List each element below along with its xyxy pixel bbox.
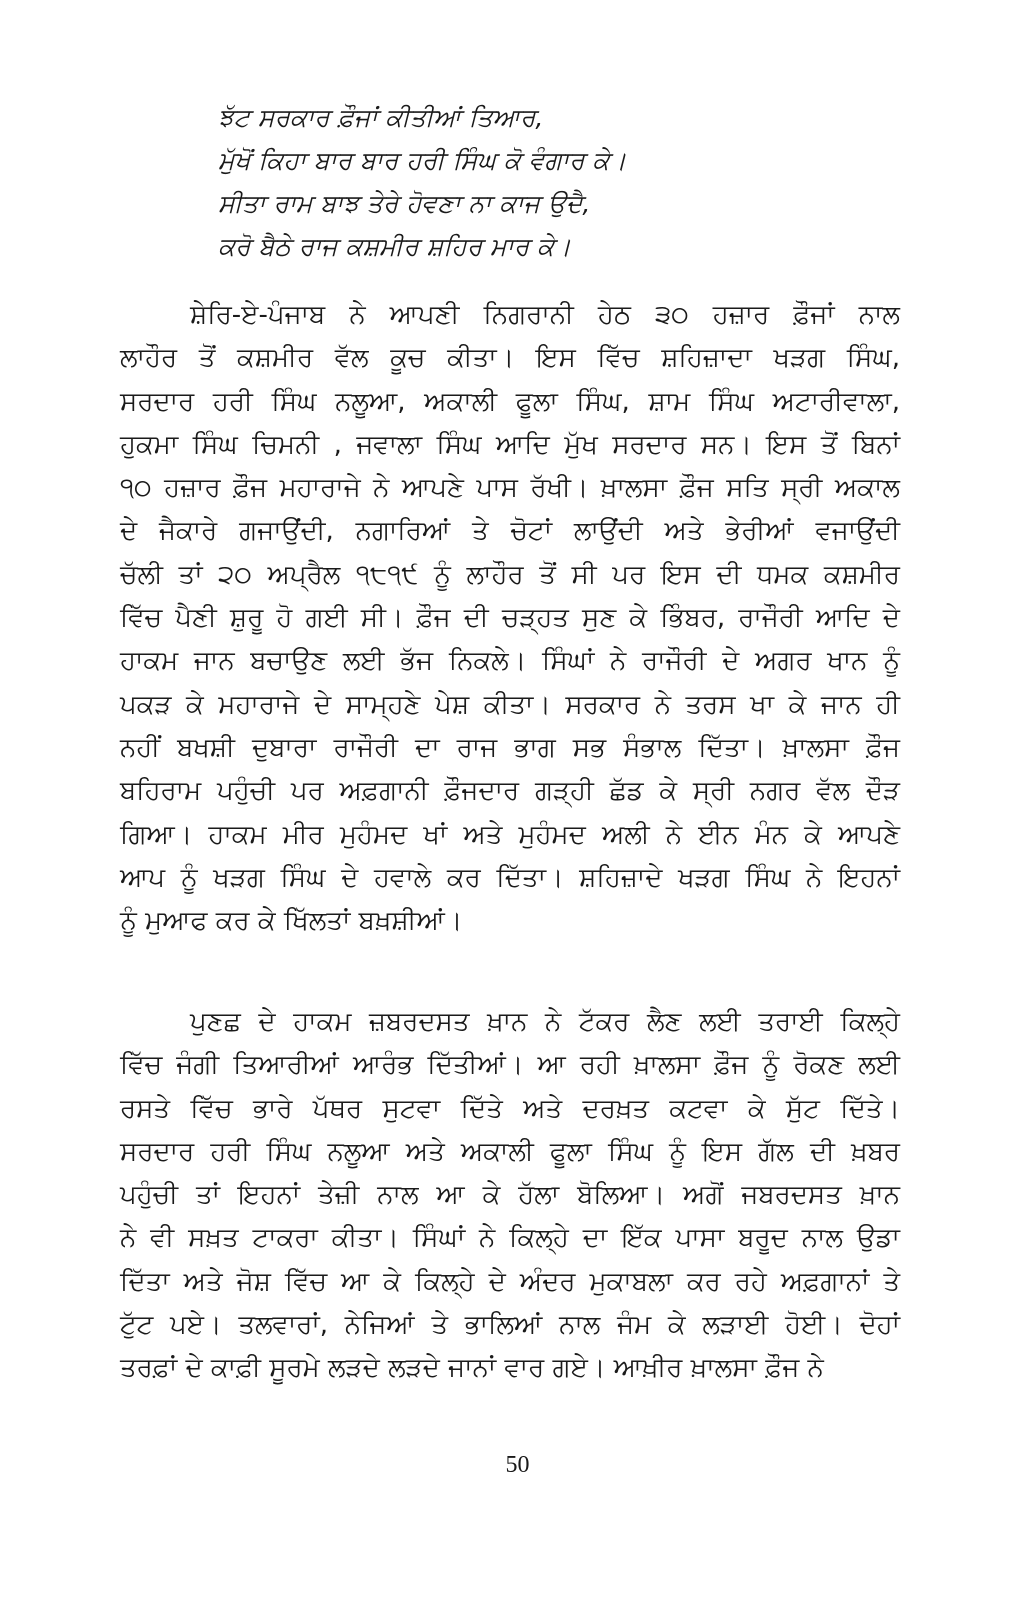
text-line: ਹਾਕਮ ਜਾਨ ਬਚਾਉਣ ਲਈ ਭੱਜ ਨਿਕਲੇ। ਸਿੰਘਾਂ ਨੇ ਰਾਜੌਰੀ ਦੇ ਅਗਰ ਖਾਨ ਨੂੰ xyxy=(120,646,900,677)
paragraph-1 xyxy=(120,294,900,943)
text-line: ਰਸਤੇ ਵਿੱਚ ਭਾਰੇ ਪੱਥਰ ਸੁਟਵਾ ਦਿੱਤੇ ਅਤੇ ਦਰਖ਼ਤ ਕਟਵਾ ਕੇ ਸੁੱਟ ਦਿੱਤੇ। xyxy=(120,1093,900,1124)
verse-line: ਕਰੋ ਬੈਠੇ ਰਾਜ ਕਸ਼ਮੀਰ ਸ਼ਹਿਰ ਮਾਰ ਕੇ। xyxy=(218,232,571,261)
text-line: ਪੁਣਛ ਦੇ ਹਾਕਮ ਜ਼ਬਰਦਸਤ ਖ਼ਾਨ ਨੇ ਟੱਕਰ ਲੈਣ ਲਈ ਤਰਾਈ ਕਿਲ੍ਹੇ xyxy=(190,1007,900,1037)
text-line: ਨੂੰ ਮੁਆਫ ਕਰ ਕੇ ਖਿੱਲਤਾਂ ਬਖ਼ਸ਼ੀਆਂ। xyxy=(120,906,463,937)
verse-line: ਮੁੱਖੋਂ ਕਿਹਾ ਬਾਰ ਬਾਰ ਹਰੀ ਸਿੰਘ ਕੋ ਵੰਗਾਰ ਕੇ। xyxy=(218,146,627,175)
text-line: ਟੁੱਟ ਪਏ। ਤਲਵਾਰਾਂ, ਨੇਜਿਆਂ ਤੇ ਭਾਲਿਆਂ ਨਾਲ ਜੰਮ ਕੇ ਲੜਾਈ ਹੋਈ। ਦੋਹਾਂ xyxy=(120,1310,900,1341)
text-line: ਦੇ ਜੈਕਾਰੇ ਗਜਾਉਂਦੀ, ਨਗਾਰਿਆਂ ਤੇ ਚੋਟਾਂ ਲਾਉਂਦੀ ਅਤੇ ਭੇਰੀਆਂ ਵਜਾਉਂਦੀ xyxy=(120,516,900,547)
text-line: ਵਿੱਚ ਪੈਣੀ ਸ਼ੁਰੂ ਹੋ ਗਈ ਸੀ। ਫ਼ੌਜ ਦੀ ਚੜ੍ਹਤ ਸੁਣ ਕੇ ਭਿੰਬਰ, ਰਾਜੌਰੀ ਆਦਿ ਦੇ xyxy=(120,603,900,634)
text-line: ਨਹੀਂ ਬਖਸ਼ੀ ਦੁਬਾਰਾ ਰਾਜੌਰੀ ਦਾ ਰਾਜ ਭਾਗ ਸਭ ਸੰਭਾਲ ਦਿੱਤਾ। ਖ਼ਾਲਸਾ ਫ਼ੌਜ xyxy=(120,732,900,763)
paragraph-2 xyxy=(120,1001,900,1391)
text-line: ਆਪ ਨੂੰ ਖੜਗ ਸਿੰਘ ਦੇ ਹਵਾਲੇ ਕਰ ਦਿੱਤਾ। ਸ਼ਹਿਜ਼ਾਦੇ ਖੜਗ ਸਿੰਘ ਨੇ ਇਹਨਾਂ xyxy=(120,862,900,893)
page-number: 50 xyxy=(505,1452,530,1478)
text-line: ਪਕੜ ਕੇ ਮਹਾਰਾਜੇ ਦੇ ਸਾਮ੍ਹਣੇ ਪੇਸ਼ ਕੀਤਾ। ਸਰਕਾਰ ਨੇ ਤਰਸ ਖਾ ਕੇ ਜਾਨ ਹੀ xyxy=(120,689,900,720)
text-line: ਲਾਹੌਰ ਤੋਂ ਕਸ਼ਮੀਰ ਵੱਲ ਕੂਚ ਕੀਤਾ। ਇਸ ਵਿੱਚ ਸ਼ਹਿਜ਼ਾਦਾ ਖੜਗ ਸਿੰਘ, xyxy=(120,343,900,374)
text-line: ਸਰਦਾਰ ਹਰੀ ਸਿੰਘ ਨਲੂਆ, ਅਕਾਲੀ ਫੂਲਾ ਸਿੰਘ, ਸ਼ਾਮ ਸਿੰਘ ਅਟਾਰੀਵਾਲਾ, xyxy=(120,386,900,417)
text-line: ਚੱਲੀ ਤਾਂ ੨੦ ਅਪ੍ਰੈਲ ੧੮੧੯ ਨੂੰ ਲਾਹੌਰ ਤੋਂ ਸੀ ਪਰ ਇਸ ਦੀ ਧਮਕ ਕਸ਼ਮੀਰ xyxy=(120,559,900,590)
text-line: ਬਹਿਰਾਮ ਪਹੁੰਚੀ ਪਰ ਅਫ਼ਗਾਨੀ ਫ਼ੌਜਦਾਰ ਗੜ੍ਹੀ ਛੱਡ ਕੇ ਸ੍ਰੀ ਨਗਰ ਵੱਲ ਦੌੜ xyxy=(120,776,900,807)
text-line: ਨੇ ਵੀ ਸਖ਼ਤ ਟਾਕਰਾ ਕੀਤਾ। ਸਿੰਘਾਂ ਨੇ ਕਿਲ੍ਹੇ ਦਾ ਇੱਕ ਪਾਸਾ ਬਰੂਦ ਨਾਲ ਉਡਾ xyxy=(120,1223,900,1254)
text-line: ਦਿੱਤਾ ਅਤੇ ਜੋਸ਼ ਵਿੱਚ ਆ ਕੇ ਕਿਲ੍ਹੇ ਦੇ ਅੰਦਰ ਮੁਕਾਬਲਾ ਕਰ ਰਹੇ ਅਫ਼ਗਾਨਾਂ ਤੇ xyxy=(120,1266,900,1297)
poem-verse xyxy=(218,96,626,268)
text-line: ਵਿੱਚ ਜੰਗੀ ਤਿਆਰੀਆਂ ਆਰੰਭ ਦਿੱਤੀਆਂ। ਆ ਰਹੀ ਖ਼ਾਲਸਾ ਫ਼ੌਜ ਨੂੰ ਰੋਕਣ ਲਈ xyxy=(120,1050,900,1081)
verse-line: ਝੱਟ ਸਰਕਾਰ ਫ਼ੌਜਾਂ ਕੀਤੀਆਂ ਤਿਆਰ, xyxy=(218,103,544,132)
text-line: ਪਹੁੰਚੀ ਤਾਂ ਇਹਨਾਂ ਤੇਜ਼ੀ ਨਾਲ ਆ ਕੇ ਹੱਲਾ ਬੋਲਿਆ। ਅਗੋਂ ਜਬਰਦਸਤ ਖ਼ਾਨ xyxy=(120,1180,900,1211)
text-line: ਸ਼ੇਰਿ-ਏ-ਪੰਜਾਬ ਨੇ ਆਪਣੀ ਨਿਗਰਾਨੀ ਹੇਠ ੩੦ ਹਜ਼ਾਰ ਫ਼ੌਜਾਂ ਨਾਲ xyxy=(190,300,900,330)
text-line: ਤਰਫ਼ਾਂ ਦੇ ਕਾਫ਼ੀ ਸੂਰਮੇ ਲੜਦੇ ਲੜਦੇ ਜਾਨਾਂ ਵਾਰ ਗਏ। ਆਖ਼ੀਰ ਖ਼ਾਲਸਾ ਫ਼ੌਜ ਨੇ xyxy=(120,1353,824,1384)
text-line: ੧੦ ਹਜ਼ਾਰ ਫ਼ੌਜ ਮਹਾਰਾਜੇ ਨੇ ਆਪਣੇ ਪਾਸ ਰੱਖੀ। ਖ਼ਾਲਸਾ ਫ਼ੌਜ ਸਤਿ ਸ੍ਰੀ ਅਕਾਲ xyxy=(120,473,900,504)
text-line: ਸਰਦਾਰ ਹਰੀ ਸਿੰਘ ਨਲੂਆ ਅਤੇ ਅਕਾਲੀ ਫੂਲਾ ਸਿੰਘ ਨੂੰ ਇਸ ਗੱਲ ਦੀ ਖ਼ਬਰ xyxy=(120,1136,900,1167)
text-line: ਗਿਆ। ਹਾਕਮ ਮੀਰ ਮੁਹੰਮਦ ਖਾਂ ਅਤੇ ਮੁਹੰਮਦ ਅਲੀ ਨੇ ਈਨ ਮੰਨ ਕੇ ਆਪਣੇ xyxy=(120,819,900,850)
verse-line: ਸੀਤਾ ਰਾਮ ਬਾਝ ਤੇਰੇ ਹੋਵਣਾ ਨਾ ਕਾਜ ਉਦੈ, xyxy=(218,189,591,218)
text-line: ਹੁਕਮਾ ਸਿੰਘ ਚਿਮਨੀ , ਜਵਾਲਾ ਸਿੰਘ ਆਦਿ ਮੁੱਖ ਸਰਦਾਰ ਸਨ। ਇਸ ਤੋਂ ਬਿਨਾਂ xyxy=(120,429,900,460)
